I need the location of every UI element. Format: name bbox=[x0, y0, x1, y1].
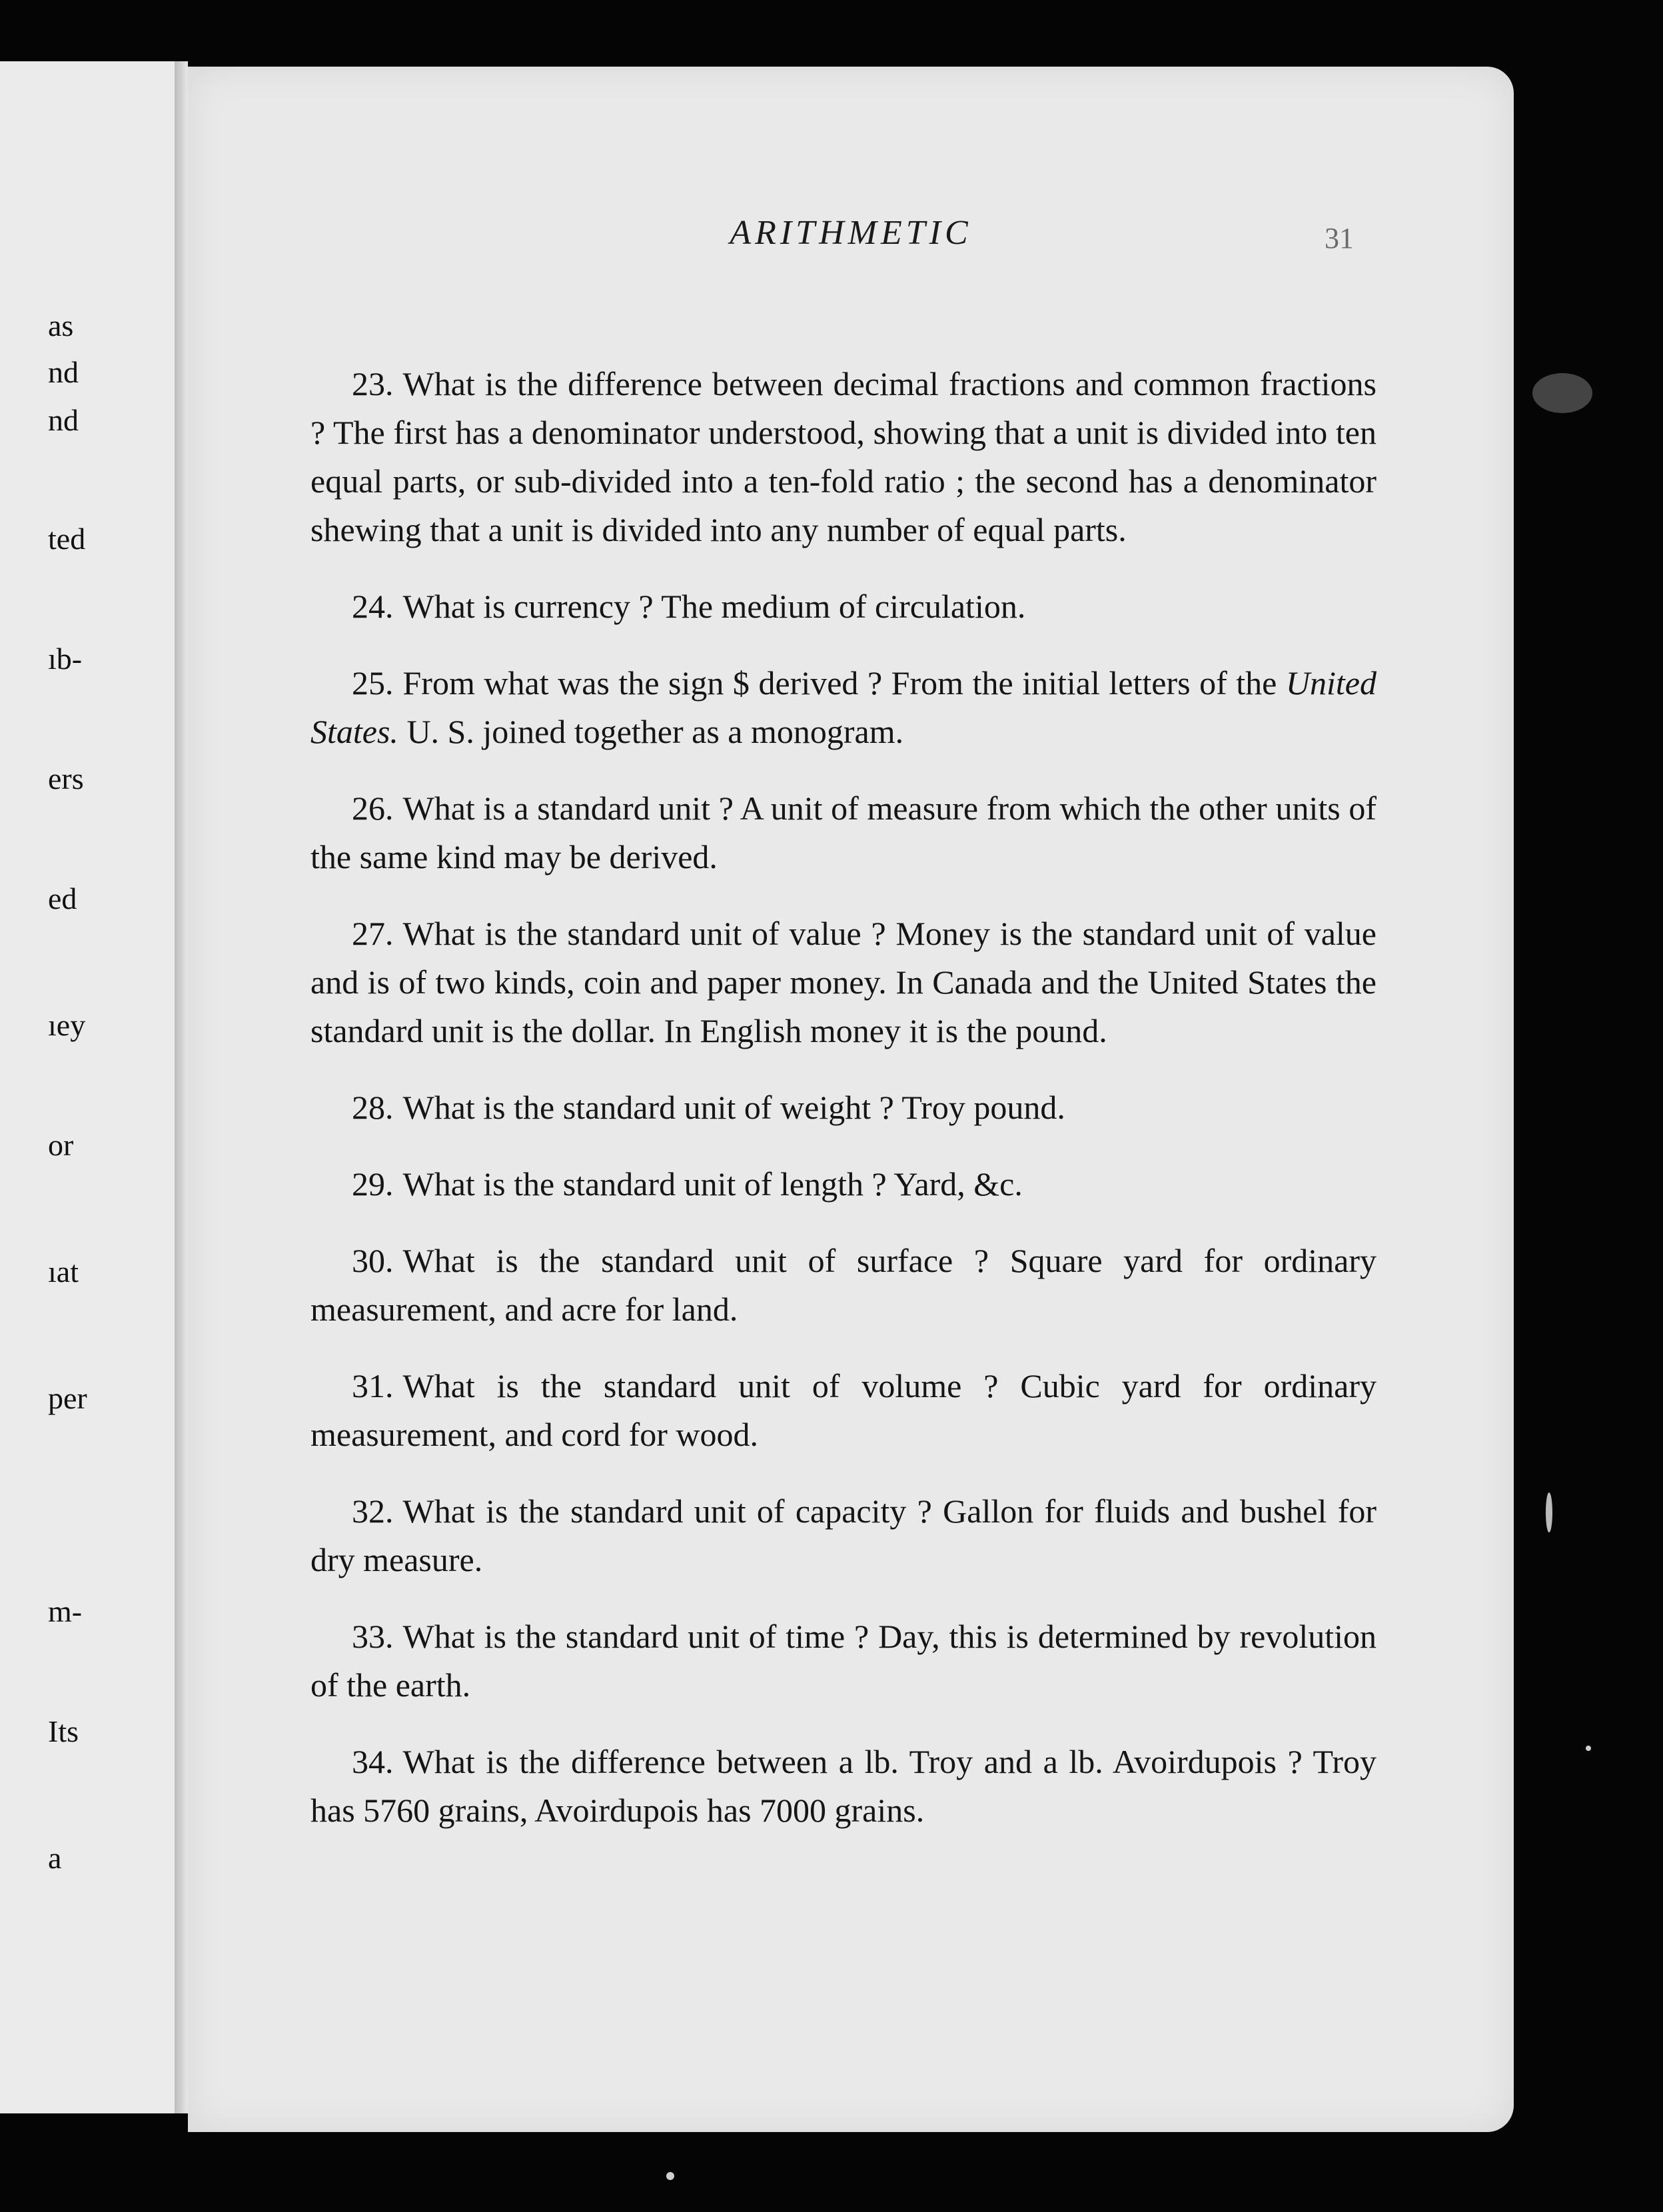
question-text: What is the standard unit of time ? Day, this is determined by revolution of the earth. bbox=[310, 1618, 1377, 1704]
scan-speck bbox=[1532, 373, 1592, 413]
question-29 bbox=[310, 1160, 1377, 1209]
question-number: 24. bbox=[352, 588, 394, 625]
question-number: 29. bbox=[352, 1165, 394, 1203]
scan-speck bbox=[1586, 1746, 1591, 1751]
scan-speck bbox=[666, 2172, 674, 2180]
italic-phrase: United States. bbox=[310, 664, 1377, 750]
question-number: 30. bbox=[352, 1242, 394, 1279]
left-fragment: m- bbox=[48, 1594, 83, 1628]
question-number: 32. bbox=[352, 1492, 394, 1530]
question-30 bbox=[310, 1237, 1377, 1334]
question-text: What is the standard unit of capacity ? Gallon for fluids and bushel for dry measure. bbox=[310, 1492, 1377, 1578]
book-gutter bbox=[175, 61, 188, 2113]
left-fragment: ıat bbox=[48, 1255, 79, 1289]
question-23 bbox=[310, 360, 1377, 554]
left-fragment: ted bbox=[48, 522, 86, 556]
question-text: U. S. joined together as a monogram. bbox=[398, 713, 904, 750]
question-number: 27. bbox=[352, 915, 394, 952]
question-text: What is a standard unit ? A unit of measure from which the other units of the same kind may be derived. bbox=[310, 790, 1377, 875]
question-31 bbox=[310, 1362, 1377, 1459]
question-number: 23. bbox=[352, 365, 394, 402]
question-32 bbox=[310, 1487, 1377, 1584]
question-number: 26. bbox=[352, 790, 394, 827]
question-34 bbox=[310, 1738, 1377, 1835]
question-text: What is the standard unit of volume ? Cubic yard for ordinary measurement, and cord for wood. bbox=[310, 1367, 1377, 1453]
left-fragment: ıb- bbox=[48, 642, 83, 676]
scan-speck bbox=[1546, 1492, 1552, 1532]
question-28 bbox=[310, 1083, 1377, 1132]
question-number: 28. bbox=[352, 1089, 394, 1126]
previous-page-edge bbox=[0, 61, 177, 2113]
question-number: 34. bbox=[352, 1743, 394, 1780]
question-number: 31. bbox=[352, 1367, 394, 1404]
left-fragment: nd bbox=[48, 403, 79, 437]
question-text: What is the standard unit of surface ? Square yard for ordinary measurement, and acre for land. bbox=[310, 1242, 1377, 1328]
left-fragment: nd bbox=[48, 355, 79, 389]
question-25 bbox=[310, 659, 1377, 756]
question-text: What is the difference between a lb. Troy and a lb. Avoirdupois ? Troy has 5760 grains, Avoirdupois has 7000 grains. bbox=[310, 1743, 1377, 1829]
question-24 bbox=[310, 582, 1377, 631]
question-text: From what was the sign $ derived ? From the initial letters of the bbox=[402, 664, 1286, 702]
book-page bbox=[188, 67, 1514, 2132]
question-number: 33. bbox=[352, 1618, 394, 1655]
left-fragment: a bbox=[48, 1841, 62, 1875]
question-number: 25. bbox=[352, 664, 394, 702]
page-text bbox=[310, 360, 1377, 1863]
running-head: ARITHMETIC bbox=[730, 214, 972, 252]
question-27 bbox=[310, 909, 1377, 1055]
question-text: What is currency ? The medium of circulation. bbox=[402, 588, 1026, 625]
left-fragment: ed bbox=[48, 881, 77, 915]
question-33 bbox=[310, 1612, 1377, 1710]
page-number: 31 bbox=[1325, 222, 1354, 255]
left-fragment: per bbox=[48, 1381, 87, 1415]
left-fragment: Its bbox=[48, 1714, 79, 1748]
question-26 bbox=[310, 784, 1377, 881]
left-fragment: as bbox=[48, 308, 74, 342]
question-text: What is the standard unit of value ? Money is the standard unit of value and is of two kinds, coin and paper money. In Canada and the United States the standard unit is the dollar. In English money it is the pound. bbox=[310, 915, 1377, 1049]
left-fragment: ers bbox=[48, 762, 84, 796]
left-fragment: or bbox=[48, 1128, 74, 1162]
left-fragment: ıey bbox=[48, 1008, 86, 1042]
question-text: What is the standard unit of weight ? Troy pound. bbox=[402, 1089, 1065, 1126]
question-text: What is the difference between decimal fractions and common fractions ? The first has a denominator understood, showing that a unit is divided into ten equal parts, or sub-divided into a ten-fold ratio ; the second has a denominator shewing that a unit is divided into any number of equal parts. bbox=[310, 365, 1377, 548]
question-text: What is the standard unit of length ? Yard, &c. bbox=[402, 1165, 1023, 1203]
